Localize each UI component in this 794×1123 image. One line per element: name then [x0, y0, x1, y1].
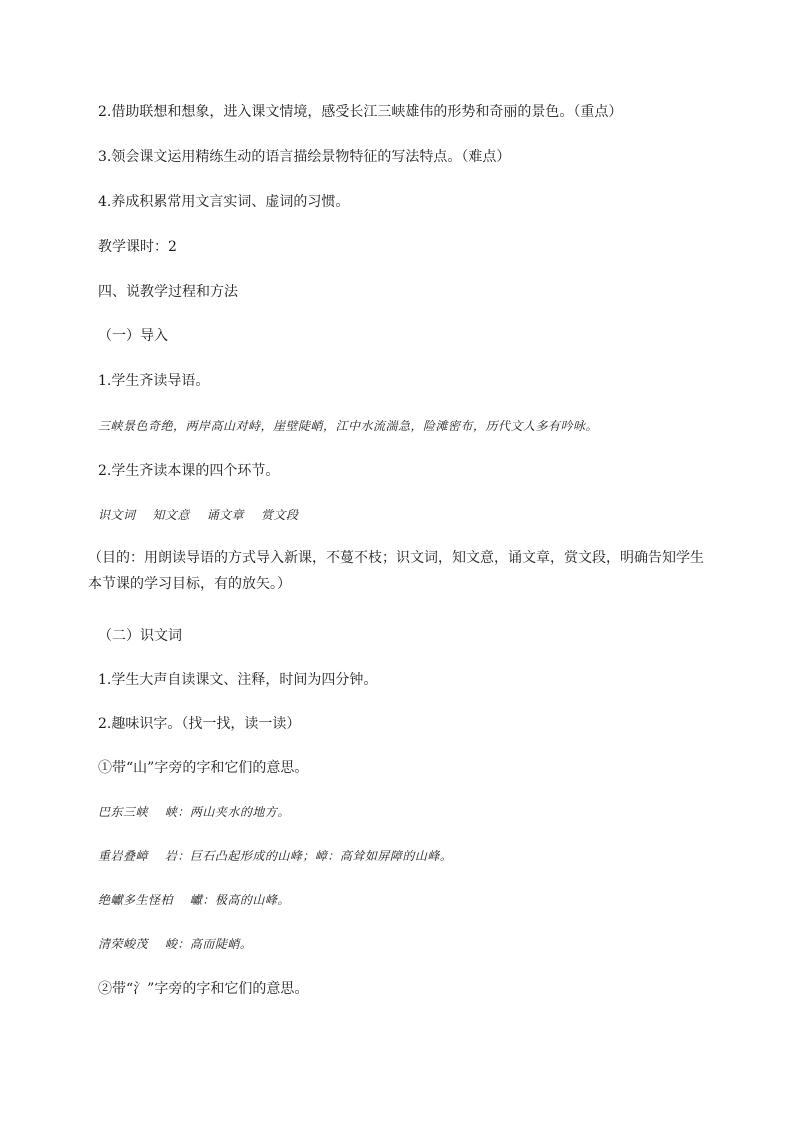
purpose-note: （目的：用朗读导语的方式导入新课，不蔓不枝；识文词，知文意，诵文章，赏文段，明确告知学生本节课的学习目标，有的放矢。）	[88, 550, 704, 592]
mountain-radical-heading: ①带“山”字旁的字和它们的意思。	[98, 760, 309, 776]
step-self-read: 1.学生大声自读课文、注释，时间为四分钟。	[98, 672, 378, 688]
objective-2: 2.借助联想和想象，进入课文情境，感受长江三峡雄伟的形势和奇丽的景色。（重点）	[98, 104, 623, 120]
vocab-item-jun: 清荣峻茂 峻：高而陡峭。	[98, 937, 253, 951]
step-fun-literacy: 2.趣味识字。（找一找，读一读）	[98, 716, 301, 732]
vocab-item-yan: 绝巘多生怪柏 巘：极高的山峰。	[98, 893, 290, 907]
step-read-segments: 2.学生齐读本课的四个环节。	[98, 463, 280, 479]
step-read-intro: 1.学生齐读导语。	[98, 373, 210, 389]
vocab-item-yan-zhang: 重岩叠嶂 岩：巨石凸起形成的山峰；嶂：高耸如屏障的山峰。	[98, 849, 453, 863]
segment-list: 识文词 知文意 诵文章 赏文段	[98, 508, 299, 522]
vocab-item-xia: 巴东三峡 峡：两山夹水的地方。	[98, 805, 290, 819]
section-heading-process: 四、说教学过程和方法	[98, 284, 238, 300]
teaching-hours: 教学课时：2	[98, 239, 177, 255]
subheading-vocab: （二）识文词	[98, 628, 182, 644]
subheading-intro: （一）导入	[98, 328, 168, 344]
objective-3: 3.领会课文运用精练生动的语言描绘景物特征的写法特点。（难点）	[98, 149, 511, 165]
objective-4: 4.养成积累常用文言实词、虚词的习惯。	[98, 194, 350, 210]
intro-quote: 三峡景色奇绝，两岸高山对峙，崖壁陡峭，江中水流湍急，险滩密布，历代文人多有吟咏。	[98, 419, 599, 433]
water-radical-heading: ②带“氵”字旁的字和它们的意思。	[98, 981, 309, 997]
